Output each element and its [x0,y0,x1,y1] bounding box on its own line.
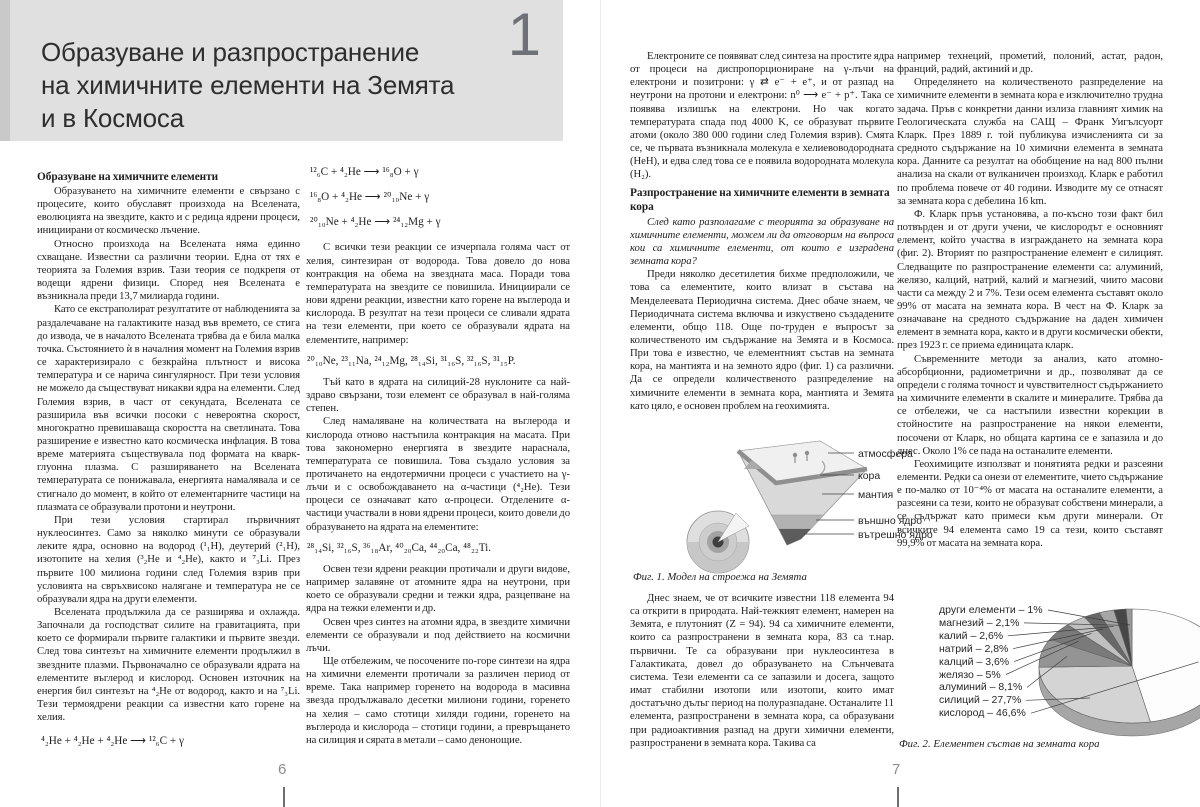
section-heading-formation: Образуване на химичните елементи [37,171,219,183]
pie-chart-labels [936,603,1200,751]
label-atmosphere: атмосфера [858,448,913,460]
label-outer-core: външно ядро [858,515,923,527]
label-crust: кора [858,470,881,482]
pie-label: други елементи – 1% [939,604,1043,616]
chapter-number: 1 [507,1,541,68]
paragraph: Относно произхода на Вселената няма единно схващане. Известни са различни теории. Една от тях е теорията за Големия взрив. Тази теория се подкрепя от водещи ядрени физици. Според нея Вселената е възникнала преди 13,7 милиарда години. [37,237,300,303]
paragraph: Освен тези ядрени реакции протичали и други видове, например залавяне от атомните ядра на неутрони, при което се образували средни и тежки ядра, разцепване на ядра на тежки елементи и др. [306,562,570,615]
nuclear-equation-oxygen: ¹⁶₈O + ⁴₂He ⟶ ²⁰₁₀Ne + γ [310,191,430,204]
right-page-column-2 [897,50,1163,586]
paragraph: Преди няколко десетилетия бихме предположили, че това са елементите, които влизат в състава на Менделеевата Периодична система. Днес обаче знаем, че Периодичната система включва и изкуствено създадените елементи, общо 118. Още по-труден е въпросът за количественото им съдържание на Земята и в Космоса. При това е известно, че елементният състав на земната кора, на мантията и на земното ядро (фиг. 1) са различни. Да се определи количественото разпределение на химичните елементи в земната кора, мантията и Земята като цяло, е основен проблем на геохимията. [630,268,894,412]
label-inner-core: вътрешно ядро [858,529,933,541]
pie-label: желязо – 5% [939,668,1001,681]
left-page-column-1 [37,170,300,762]
chapter-title-line-3: и в Космоса [41,103,184,133]
paragraph: Днес знаем, че от всичките известни 118 елемента 94 са открити в природата. Най-тежкият елемент, намерен на Земята, е плутоният (Z = 94). 94 са химичните елементи, които са разпространени в земната кора, 83 са т.нар. първични. Те са образувани при нуклеосинтеза в Галактиката, довел до образуването на Слънчевата система. Тези елементи са се запазили и досега, защото имат стабилни изотопи или изотопи, които имат достатъчно дълъг период на полуразпадане. Останалите 11 елемента, разпространени в земната кора, са образувани при радиоактивния разпад на други химични елементи, разпространени в земната кора. Такива са [630,592,894,749]
paragraph-continuation: например технеций, прометий, полоний, астат, радон, франций, радий, актиний и др. [897,50,1163,76]
paragraph: При тези условия стартирал първичният нуклеосинтез. Само за няколко минути се образували леките ядра, основно на водород (¹₁H), деутерий (²₁H), изотопите на хелия (³₂He и ⁴₂He), както и ⁷₃Li. През първите 100 милиона години след Големия взрив при условията на свръхвисоко налягане и температура не се образували ядра на други елементи. [37,513,300,605]
right-page-column-1-upper [630,50,894,422]
pie-label: натрий – 2,8% [939,642,1009,655]
tree-icon [805,451,809,455]
label-mantle: мантия [858,489,894,501]
page-tick-right [897,787,899,807]
figure1-caption: Фиг. 1. Модел на строежа на Земята [633,571,807,583]
paragraph: Тъй като в ядрата на силиций-28 нуклоните са най-здраво свързани, този елемент се образувал в най-голяма степен. [306,375,570,415]
page-number-left: 6 [278,761,287,778]
isotope-list-2: ²⁸₁₄Si, ³²₁₆S, ³⁶₁₈Ar, ⁴⁰₂₀Ca, ⁴⁴₂₀Ca, ⁴⁸₂₂Ti. [307,541,492,554]
pie-label: калций – 3,6% [939,655,1010,668]
nuclear-equation-helium-burning: ⁴₂He + ⁴₂He + ⁴₂He ⟶ ¹²₆C + γ [41,735,184,748]
chapter-header [0,0,563,141]
earth-wedge-outer-core [771,515,824,529]
paragraph-question: След като разполагаме с теорията за образуване на химичните елементи, можем ли да отговорим на въпроса кои са химичните елементи, от които е изградена земната кора? [630,215,894,268]
paragraph: Вселената продължила да се разширява и охлажда. Започнали да господстват силите на гравитацията, при което се формирали първите галактики и първите звезди. След това синтезът на химичните елементи продължил в звездните плазми. Първоначално се образували ядрата на елементите въглерод и кислород. Основен източник на енергия бил синтезът на ⁴₂He от водород, както и на ⁷₃Li. Тези термоядрени реакции са известни като горене на хелия. [37,606,300,724]
chapter-title-line-2: на химичните елементи на Земята [41,70,455,100]
pie-label: калий – 2,6% [939,629,1004,642]
pie-label: кислород – 46,6% [939,707,1026,720]
chapter-title-line-1: Образуване и разпространение [41,37,420,67]
tree-icon [793,453,797,457]
paragraph: След намаляване на количествата на въглерода и кислорода отново настъпила контракция на масата. При това закономерно енергията в звездите нараснала, температурата се повишила. Това създало условия за протичането на ендотермични процеси с участието на γ-лъчи и с освобождаването на α-частици (⁴₂He). Тези процеси се означават като α-процеси. Отделените α-частици участвали в нови ядрени процеси, които довели до образуването на ядрата на елементите: [306,415,570,533]
right-page-column-1-lower [630,592,894,762]
isotope-list-1: ²⁰₁₀Ne, ²³₁₁Na, ²⁴₁₂Mg, ²⁸₁₄Si, ³¹₁₆S, ³²₁₆S, ³¹₁₅P. [307,354,516,367]
chapter-title [41,36,454,135]
pie-label: силиций – 27,7% [939,694,1022,707]
left-page-column-2 [306,166,570,762]
paragraph: Като се екстраполират резултатите от наблюденията за раздалечаване на галактиките назад във времето, се стига до извода, че в началото Вселената трябва да е била малка точка. Състоянието ѝ в началния момент на Големия взрив се характеризирало с безкрайна плътност и висока температура и се нарича сингулярност. При тези условия не можело да съществуват никакви ядра на елементи. След Големия взрив, в част от секундата, Вселената се разширила във всички посоки с невероятна скорост, многократно превишаваща скоростта на светлината. Това разширение е известно като космическа инфлация. В това време материята съществувала под формата на кварк-глуонна плазма. С разширяването на Вселената температурата се понижавала, енергията намалявала и се стигнало до момент, в който от елементарните частици на плазмата се образували протони и неутрони. [37,303,300,513]
figure-pie-chart-crust-composition [936,603,1200,751]
pie-label: алуминий – 8,1% [939,681,1023,694]
paragraph: Геохимиците използват и понятията редки и разсеяни елементи. Редки са онези от елементите, чието съдържание е по-малко от 10⁻⁴% от масата на останалите елементи, а разсеяни са тези, които не образуват собствени минерали, а се съдържат като примеси към други минерали. От всичките 94 елемента само 19 са тези, които съставят 99,9% от масата на земната кора. [897,457,1163,549]
paragraph: Определянето на количественото разпределение на химичните елементи в земната кора е изключително трудна задача. Пръв с конкретни данни излиза главният химик на Геологическата служба на САЩ – Франк Уигълсуорт Кларк. През 1889 г. той публикува изчисленията си за средното съдържание на 10 химични елемента в земната кора. Данните са резултат на обобщение на над 800 пълни анализа на скали от вулканичен произход. Кларк е работил по проблема повече от 40 години. Изводите му се отнасят за земната кора с дебелина 16 km. [897,76,1163,207]
page-gutter-line [600,0,601,807]
page-edge-shadow [0,0,10,141]
paragraph: Съвременните методи за анализ, като атомно-абсорбционни, радиометрични и др., позволяват да се определи с голяма точност и чувствителност съдържанието на химичните елементи в скалите и минералите. Трябва да се отбележи, че са настъпили известни корекции в стойностите на разпространение на някои елементи, посочени от Кларк, но общата картина се е запазила и до днес. Около 1% се пада на останалите елементи. [897,352,1163,457]
page-tick-left [283,787,285,807]
paragraph: Ф. Кларк пръв установява, а по-късно този факт бил потвърден и от други учени, че кислородът е основният елемент, който участва в изграждането на земната кора (фиг. 2). Вторият по разпространение елемент е силицият. Следващите по разпространение елементи са: алуминий, желязо, калций, натрий, калий и магнезий, чиито масови части са между 2 и 7%. Тези осем елемента съставят около 99% от масата на земната кора. В чест на Ф. Кларк за означаване на средното съдържание на даден химичен елемент в земната кора, както и в други космически обекти, през 1923 г. се приема единицата кларк. [897,207,1163,352]
paragraph: Образуването на химичните елементи е свързано с процесите, които обуславят произхода на Вселената, еволюцията на звездите, както и с редица ядрени процеси, инициирани от космическо лъчение. [37,185,300,237]
paragraph: С всички тези реакции се изчерпала голяма част от хелия, синтезиран от водорода. Това довело до нова контракция на обема на звездната маса. Поради това температурата на звездите се повишила. Инициирали се нови ядрени реакции, известни като горене на въглерода и кислорода. В резултат на тези процеси се сливали ядрата на тези елементи, при което се образували ядрата на елементите, например: [306,241,570,346]
pie-label: магнезий – 2,1% [939,616,1020,629]
section-heading-distribution: Разпространение на химичните елементи в земната кора [630,186,890,213]
figure2-caption: Фиг. 2. Елементен състав на земната кора [899,738,1100,750]
nuclear-equation-neon: ²⁰₁₀Ne + ⁴₂He ⟶ ²⁴₁₂Mg + γ [310,216,441,229]
paragraph: Освен чрез синтез на атомни ядра, в звездите химични елементи се образували и под действието на космични лъчи. [306,615,570,654]
earth-wedge-inner-core [779,529,811,545]
nuclear-equation-carbon: ¹²₆C + ⁴₂He ⟶ ¹⁶₈O + γ [310,166,419,178]
page-number-right: 7 [892,761,901,778]
paragraph: Ще отбележим, че посочените по-горе синтези на ядра на химични елементи протичали за различен период от време. Така например горенето на водорода в масивна звезда продължавало десетки милиони години, горенето на хелия – само стотици хиляди години, горенето на въглерода и кислорода – стотици години, а превръщането на силиция и сярата в метали – само денонощие. [306,655,570,746]
paragraph: Електроните се появяват след синтеза на простите ядра от процеси на диспропорциониране на γ-лъчи на електрони и позитрони: γ ⇄ e⁻ + e⁺, и от разпад на неутрони на протони и електрони: n⁰ ⟶ e⁻ + p⁺. Така се появява излишък на електрони. Но чак когато температурата спада под 4000 K, се образуват първите атоми (около 380 000 години след Големия взрив). Смята се, че първата възникнала молекула е хелиевоводородната (HeH), и едва след това се е появила водородната молекула (H₂). [630,50,894,181]
